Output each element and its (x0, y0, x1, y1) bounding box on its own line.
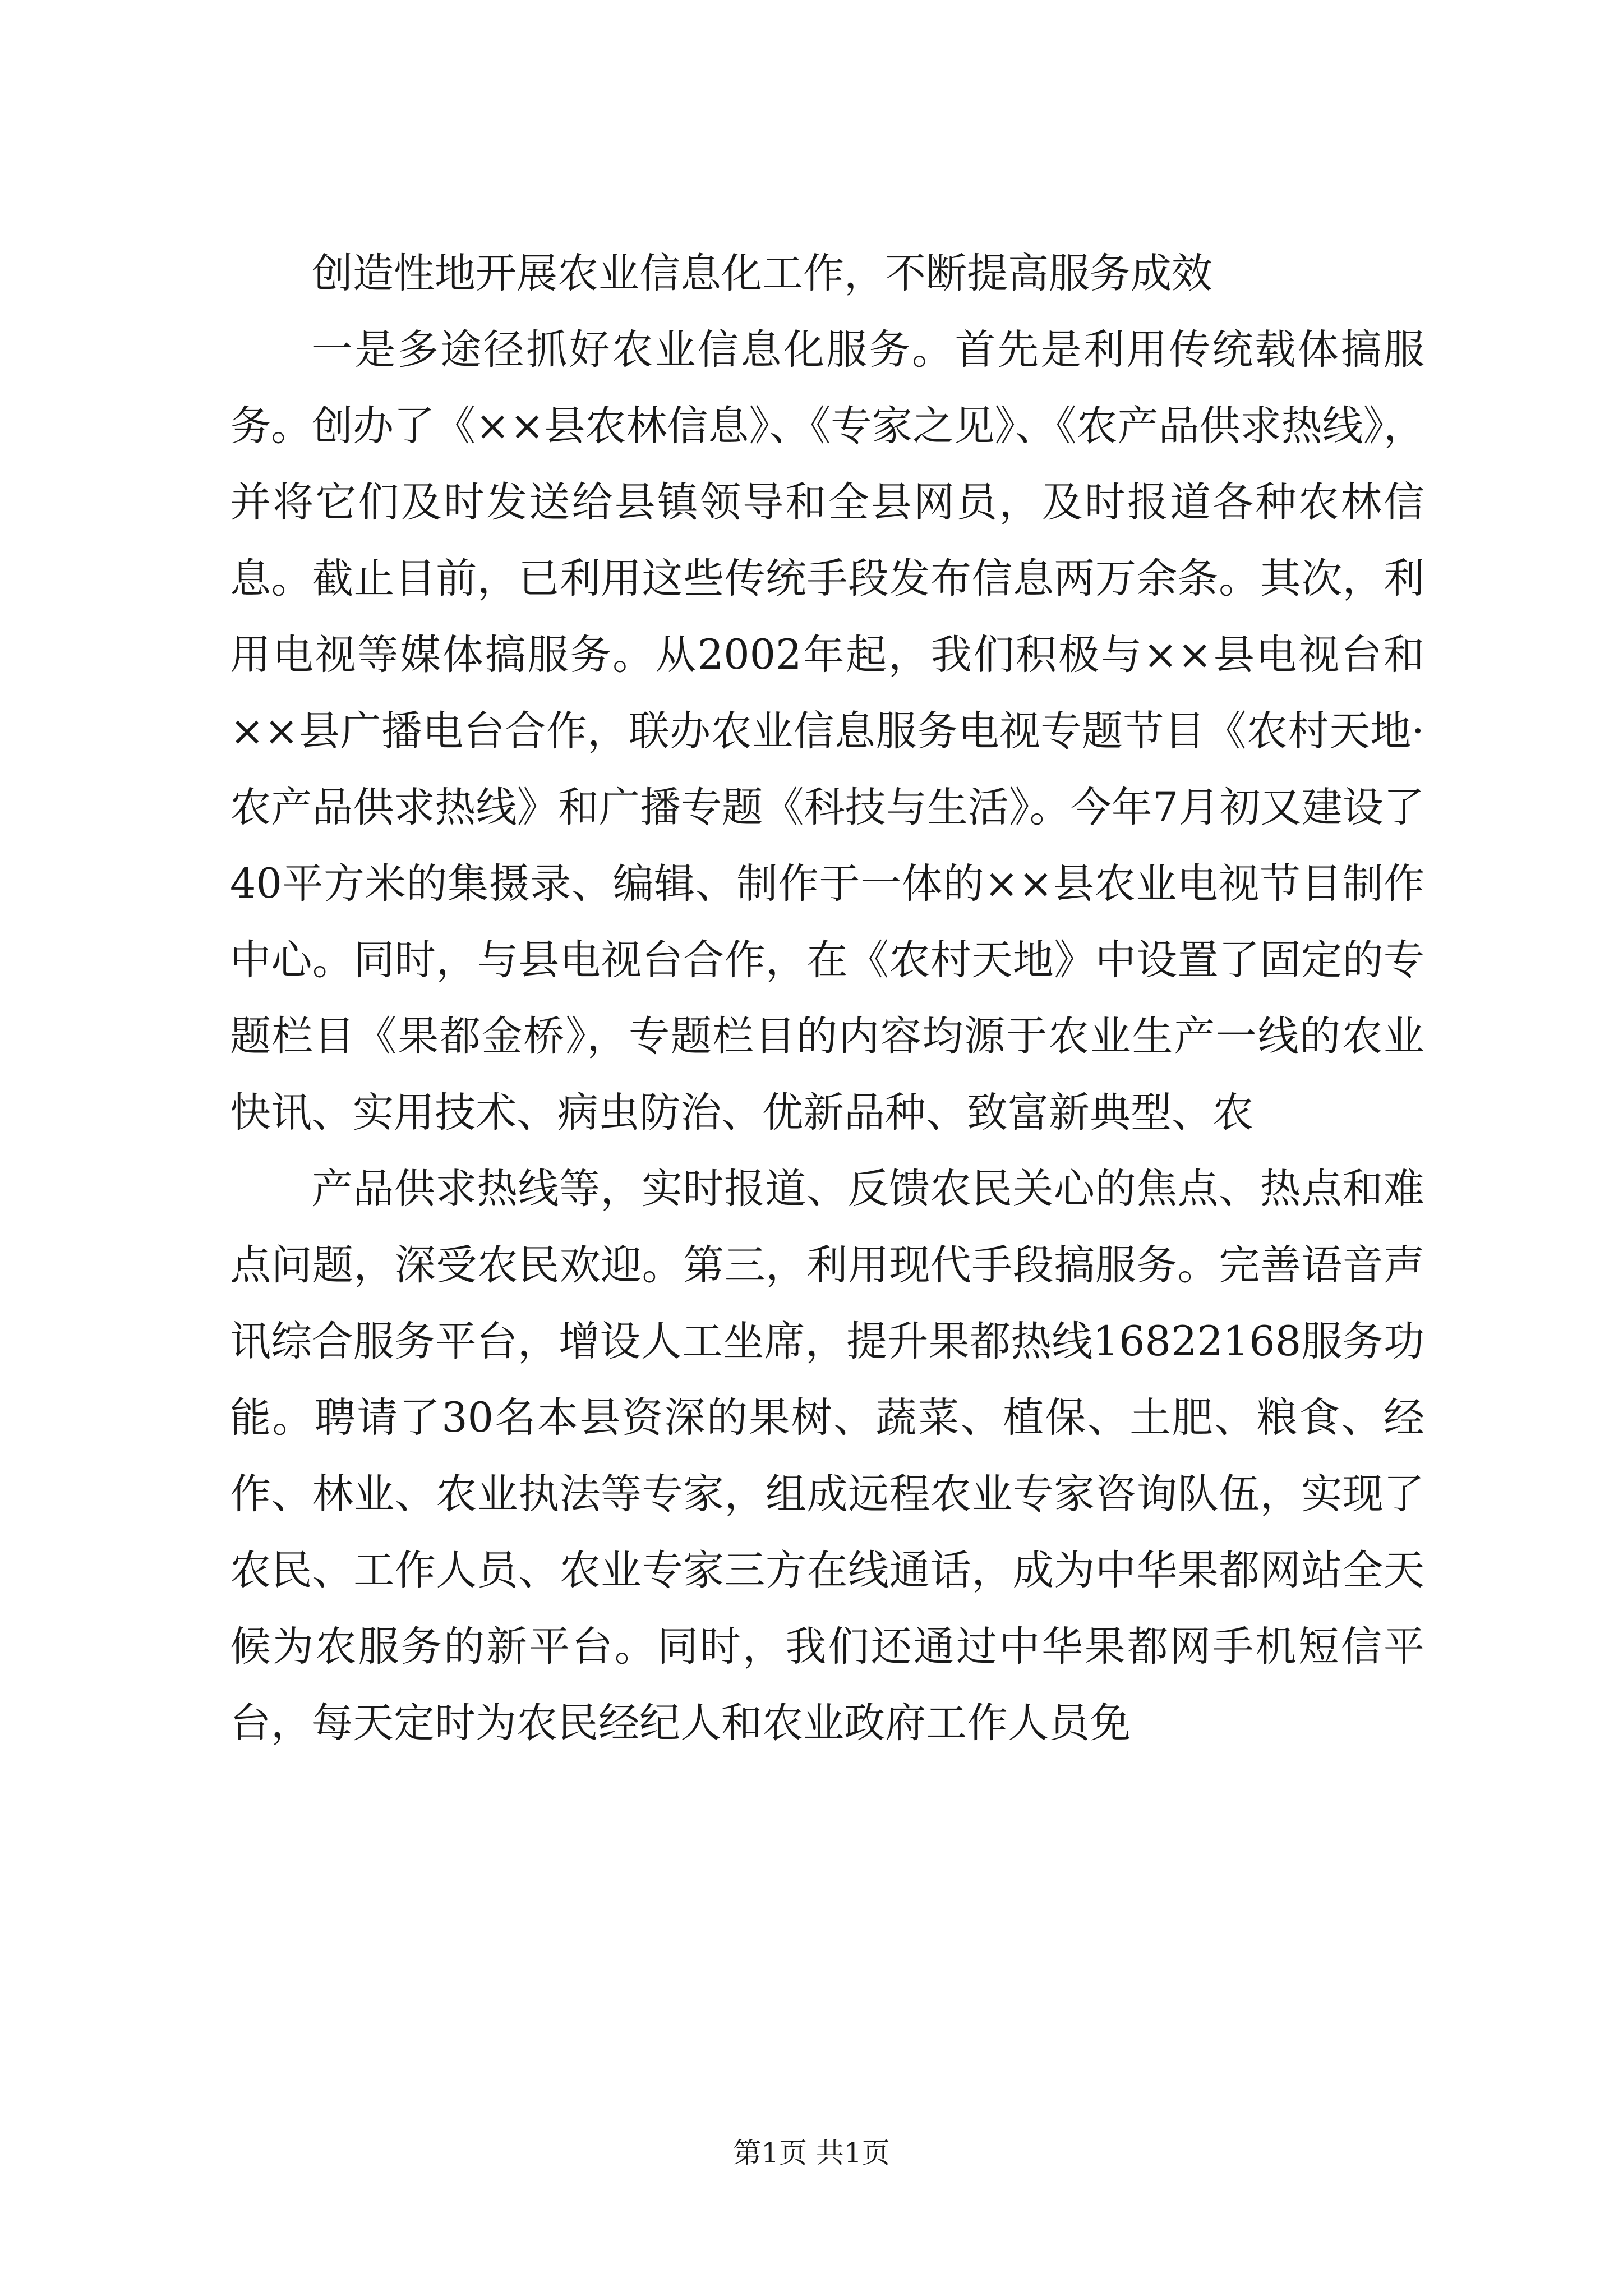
document-body (230, 236, 1424, 1761)
paragraph-1: 一是多途径抓好农业信息化服务。首先是利用传统载体搞服务。创办了《××县农林信息》、《专家之见》、《农产品供求热线》，并将它们及时发送给县镇领导和全县网员，及时报道各种农林信息。截止目前，已利用这些传统手段发布信息两万余条。其次，利用电视等媒体搞服务。从2002年起，我们积极与××县电视台和××县广播电台合作，联办农业信息服务电视专题节目《农村天地·农产品供求热线》和广播专题《科技与生活》。今年7月初又建设了40平方米的集摄录、编辑、制作于一体的××县农业电视节目制作中心。同时，与县电视台合作，在《农村天地》中设置了固定的专题栏目《果都金桥》，专题栏目的内容均源于农业生产一线的农业快讯、实用技术、病虫防治、优新品种、致富新典型、农 (230, 326, 1424, 1137)
page-number-footer: 第1页 共1页 (733, 2137, 890, 2169)
paragraph-2: 产品供求热线等，实时报道、反馈农民关心的焦点、热点和难点问题，深受农民欢迎。第三，利用现代手段搞服务。完善语音声讯综合服务平台，增设人工坐席，提升果都热线16822168服务功能。聘请了30名本县资深的果树、蔬菜、植保、土肥、粮食、经作、林业、农业执法等专家，组成远程农业专家咨询队伍，实现了农民、工作人员、农业专家三方在线通话，成为中华果都网站全天候为农服务的新平台。同时，我们还通过中华果都网手机短信平台，每天定时为农民经纪人和农业政府工作人员免 (230, 1165, 1424, 1747)
document-title: 创造性地开展农业信息化工作，不断提高服务成效 (312, 250, 1212, 297)
